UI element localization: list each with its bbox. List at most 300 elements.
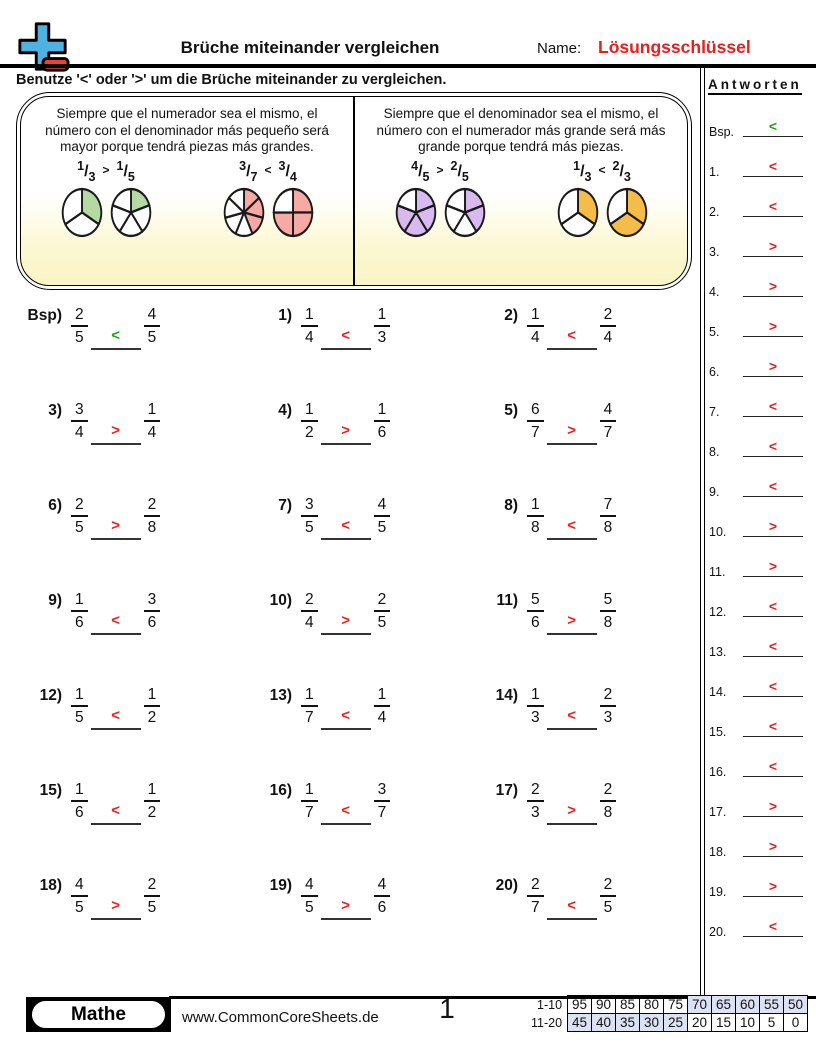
answer-line	[743, 717, 803, 737]
subject-badge	[26, 997, 171, 1032]
grade-cell: 55	[760, 996, 784, 1014]
answer-symbol: >	[768, 838, 778, 854]
comparison-operator: >	[102, 163, 110, 178]
problem-label: 12)	[39, 687, 62, 704]
answers-list	[707, 106, 814, 946]
answer-number: 16.	[709, 765, 727, 779]
answer-symbol: <	[768, 118, 778, 134]
answer-item	[707, 426, 814, 466]
answer-symbol: >	[768, 878, 778, 894]
numerator: 3	[144, 591, 161, 612]
grade-cell: 0	[784, 1014, 808, 1032]
problem-label: 4)	[278, 402, 292, 419]
fraction-left	[71, 781, 88, 821]
header-divider	[0, 64, 816, 68]
numerator: 1	[374, 686, 391, 707]
answer-blank	[91, 496, 141, 540]
problem-label: 15)	[39, 782, 62, 799]
numerator: 1	[301, 686, 318, 707]
fraction-right	[600, 401, 617, 441]
denominator: 4	[377, 709, 387, 726]
problem-item	[472, 680, 698, 775]
worked-example	[223, 159, 314, 238]
problem-item	[472, 870, 698, 965]
numerator: 5	[600, 591, 617, 612]
problem-label: 17)	[495, 782, 518, 799]
answer-blank	[91, 306, 141, 350]
numerator: 1	[71, 781, 88, 802]
fraction-left	[527, 591, 544, 631]
hint-box	[16, 92, 692, 290]
example-comparison	[223, 159, 314, 185]
answer-symbol: <	[768, 398, 778, 414]
answer-line	[743, 637, 803, 657]
numerator: 1	[301, 781, 318, 802]
fraction-left	[301, 306, 318, 346]
denominator: 3	[603, 709, 613, 726]
answer-item	[707, 386, 814, 426]
answer-line	[743, 597, 803, 617]
answer-blank	[547, 306, 597, 350]
denominator: 5	[75, 519, 84, 536]
answer-line	[743, 157, 803, 177]
answer-symbol: <	[111, 707, 120, 724]
answer-symbol: <	[341, 707, 350, 724]
answer-item	[707, 586, 814, 626]
worked-example	[61, 159, 152, 238]
comparison-operator: <	[598, 163, 606, 178]
answer-item	[707, 146, 814, 186]
answer-symbol: <	[341, 802, 350, 819]
answer-symbol: >	[768, 518, 778, 534]
problem-item	[16, 775, 246, 870]
denominator: 6	[377, 899, 387, 916]
answer-line	[743, 877, 803, 897]
problem-label: 3)	[48, 402, 62, 419]
answer-number: 14.	[709, 685, 727, 699]
numerator: 2	[527, 781, 544, 802]
fraction-left: 3/7	[239, 159, 258, 185]
grade-cell: 35	[616, 1014, 640, 1032]
answer-number: Bsp.	[709, 125, 735, 139]
denominator: 6	[377, 424, 387, 441]
fraction-right	[600, 496, 617, 536]
fraction-left	[71, 401, 88, 441]
answer-symbol: <	[768, 638, 778, 654]
fraction-left	[71, 591, 88, 631]
answer-blank	[321, 496, 371, 540]
numerator: 2	[600, 876, 617, 897]
answer-line	[743, 517, 803, 537]
numerator: 2	[600, 306, 617, 327]
answer-line	[743, 917, 803, 937]
answer-symbol: >	[341, 897, 350, 914]
answer-line	[743, 237, 803, 257]
example-comparison	[395, 159, 486, 185]
grade-cell: 25	[664, 1014, 688, 1032]
answer-symbol: <	[111, 327, 120, 344]
answer-blank	[91, 401, 141, 445]
numerator: 3	[71, 401, 88, 422]
fraction-right	[144, 591, 161, 631]
fraction-right	[600, 686, 617, 726]
answer-blank	[547, 781, 597, 825]
problem-label: 11)	[496, 592, 518, 609]
answer-blank	[91, 781, 141, 825]
answer-item	[707, 106, 814, 146]
problem-item	[246, 300, 472, 395]
problem-item	[246, 395, 472, 490]
fraction-right: 2/5	[450, 159, 469, 185]
answer-item	[707, 466, 814, 506]
fraction-right	[144, 876, 161, 916]
answer-line	[743, 797, 803, 817]
problem-item	[472, 775, 698, 870]
problem-item	[246, 680, 472, 775]
problem-item	[472, 490, 698, 585]
pie-pair	[557, 187, 648, 238]
fraction-pie	[223, 187, 265, 238]
answer-number: 10.	[709, 525, 727, 539]
denominator: 4	[147, 424, 157, 441]
problem-item	[246, 585, 472, 680]
problem-label: 20)	[495, 877, 518, 894]
fraction-pie	[444, 187, 486, 238]
answer-symbol: >	[111, 897, 120, 914]
answer-number: 6.	[709, 365, 720, 379]
fraction-right	[374, 686, 391, 726]
denominator: 5	[147, 329, 157, 346]
answer-symbol: >	[768, 558, 778, 574]
fraction-left: 1/3	[77, 159, 96, 185]
grade-cell: 95	[568, 996, 592, 1014]
hint-left-half	[21, 97, 355, 285]
fraction-left	[71, 496, 88, 536]
example-comparison	[61, 159, 152, 185]
answer-blank	[91, 876, 141, 920]
fraction-left	[301, 591, 318, 631]
answer-symbol: <	[768, 718, 778, 734]
denominator: 6	[147, 614, 157, 631]
fraction-right	[374, 781, 391, 821]
fraction-right: 3/4	[278, 159, 297, 185]
grade-cell: 90	[592, 996, 616, 1014]
answer-item	[707, 786, 814, 826]
answer-line	[743, 837, 803, 857]
answer-blank	[547, 591, 597, 635]
fraction-left	[301, 401, 318, 441]
fraction-pie	[272, 187, 314, 238]
problem-label: Bsp)	[27, 307, 62, 324]
numerator: 2	[600, 686, 617, 707]
answer-symbol: <	[768, 478, 778, 494]
pie-pair	[395, 187, 486, 238]
numerator: 1	[527, 496, 544, 517]
answer-line	[743, 477, 803, 497]
fraction-left	[301, 686, 318, 726]
problem-item	[16, 680, 246, 775]
fraction-pie	[557, 187, 599, 238]
problem-item	[472, 300, 698, 395]
answer-symbol: >	[768, 238, 778, 254]
fraction-left	[71, 306, 88, 346]
denominator: 8	[603, 804, 613, 821]
numerator: 2	[600, 781, 617, 802]
answer-line	[743, 197, 803, 217]
answer-blank	[321, 401, 371, 445]
numerator: 2	[527, 876, 544, 897]
denominator: 5	[75, 899, 84, 916]
numerator: 4	[600, 401, 617, 422]
answer-number: 1.	[709, 165, 720, 179]
numerator: 1	[301, 401, 318, 422]
fraction-right	[144, 496, 161, 536]
problem-label: 13)	[269, 687, 292, 704]
answer-symbol: <	[111, 612, 120, 629]
problem-item	[246, 775, 472, 870]
denominator: 7	[531, 424, 540, 441]
denominator: 4	[305, 614, 314, 631]
denominator: 4	[75, 424, 84, 441]
answer-item	[707, 546, 814, 586]
hint-right-text: Siempre que el denominador sea el mismo, el número con el numerador más grande será más grande porque tendrá más piezas.	[376, 106, 666, 155]
answer-number: 9.	[709, 485, 720, 499]
worked-example	[395, 159, 486, 238]
answer-symbol: <	[567, 327, 576, 344]
grade-cell: 70	[688, 996, 712, 1014]
answer-item	[707, 706, 814, 746]
fraction-right	[600, 306, 617, 346]
fraction-right	[600, 876, 617, 916]
grade-cell: 80	[640, 996, 664, 1014]
answer-number: 15.	[709, 725, 727, 739]
answer-line	[743, 397, 803, 417]
problem-label: 18)	[39, 877, 62, 894]
grading-table	[530, 995, 808, 1032]
page-number: 1	[439, 993, 455, 1024]
numerator: 4	[144, 306, 161, 327]
examples-right	[359, 159, 683, 238]
answer-blank	[547, 876, 597, 920]
subject-label: Mathe	[32, 1001, 165, 1028]
fraction-right	[144, 401, 161, 441]
example-comparison	[557, 159, 648, 185]
answer-item	[707, 186, 814, 226]
answer-blank	[91, 591, 141, 635]
problem-label: 7)	[278, 497, 292, 514]
answer-number: 20.	[709, 925, 727, 939]
problem-label: 6)	[48, 497, 62, 514]
numerator: 1	[144, 401, 161, 422]
denominator: 2	[147, 709, 157, 726]
answer-symbol: <	[768, 678, 778, 694]
fraction-left	[301, 781, 318, 821]
fraction-right	[374, 496, 391, 536]
answer-number: 12.	[709, 605, 727, 619]
fraction-right	[374, 591, 391, 631]
answer-blank	[321, 876, 371, 920]
fraction-pie	[606, 187, 648, 238]
fraction-pie	[110, 187, 152, 238]
problem-label: 14)	[495, 687, 518, 704]
grade-cell: 50	[784, 996, 808, 1014]
fraction-pie	[61, 187, 103, 238]
fraction-right	[144, 781, 161, 821]
answer-item	[707, 346, 814, 386]
grade-cell: 65	[712, 996, 736, 1014]
answer-number: 3.	[709, 245, 720, 259]
numerator: 6	[527, 401, 544, 422]
denominator: 7	[305, 709, 314, 726]
answer-symbol: >	[567, 612, 576, 629]
name-label: Name:	[537, 40, 582, 57]
fraction-left: 1/3	[573, 159, 592, 185]
denominator: 5	[75, 329, 84, 346]
answer-item	[707, 306, 814, 346]
grading-row1-label: 1-10	[537, 997, 563, 1012]
examples-left	[25, 159, 349, 238]
answers-sidebar	[700, 68, 816, 995]
answer-blank	[91, 686, 141, 730]
problem-item	[246, 490, 472, 585]
problem-item	[16, 300, 246, 395]
answer-symbol: <	[567, 517, 576, 534]
answer-symbol: <	[768, 438, 778, 454]
answer-symbol: >	[768, 358, 778, 374]
answer-line	[743, 357, 803, 377]
denominator: 7	[305, 804, 314, 821]
answer-number: 8.	[709, 445, 720, 459]
answer-number: 5.	[709, 325, 720, 339]
denominator: 3	[377, 329, 387, 346]
answer-blank	[321, 781, 371, 825]
fraction-left	[527, 496, 544, 536]
answer-line	[743, 437, 803, 457]
answer-blank	[547, 496, 597, 540]
answer-symbol: >	[768, 798, 778, 814]
denominator: 5	[377, 614, 387, 631]
numerator: 2	[374, 591, 391, 612]
denominator: 7	[603, 424, 613, 441]
answer-symbol: >	[768, 278, 778, 294]
numerator: 4	[301, 876, 318, 897]
answer-line	[743, 317, 803, 337]
numerator: 1	[527, 686, 544, 707]
problem-label: 19)	[269, 877, 292, 894]
answer-symbol: >	[341, 422, 350, 439]
hint-right-half	[355, 97, 687, 285]
denominator: 4	[305, 329, 314, 346]
fraction-right	[374, 306, 391, 346]
grade-cell: 20	[688, 1014, 712, 1032]
denominator: 5	[603, 899, 613, 916]
numerator: 4	[374, 496, 391, 517]
grade-cell: 75	[664, 996, 688, 1014]
numerator: 1	[374, 401, 391, 422]
answer-line	[743, 757, 803, 777]
denominator: 3	[531, 709, 540, 726]
problem-item	[16, 490, 246, 585]
numerator: 1	[71, 591, 88, 612]
denominator: 5	[377, 519, 387, 536]
answer-symbol: <	[567, 707, 576, 724]
denominator: 8	[603, 614, 613, 631]
answer-symbol: <	[567, 897, 576, 914]
denominator: 8	[531, 519, 540, 536]
answer-number: 7.	[709, 405, 720, 419]
numerator: 1	[144, 686, 161, 707]
fraction-left	[71, 876, 88, 916]
answer-item	[707, 226, 814, 266]
problem-item	[472, 585, 698, 680]
fraction-left	[527, 306, 544, 346]
numerator: 1	[527, 306, 544, 327]
comparison-operator: <	[264, 163, 272, 178]
answer-number: 17.	[709, 805, 727, 819]
denominator: 6	[75, 614, 84, 631]
grade-cell: 60	[736, 996, 760, 1014]
fraction-left: 4/5	[411, 159, 430, 185]
grade-cell: 40	[592, 1014, 616, 1032]
answer-symbol: >	[567, 422, 576, 439]
problem-label: 1)	[278, 307, 292, 324]
answer-symbol: >	[567, 802, 576, 819]
answer-symbol: >	[341, 612, 350, 629]
problem-label: 10)	[269, 592, 292, 609]
denominator: 7	[377, 804, 387, 821]
answer-symbol: <	[768, 758, 778, 774]
answer-number: 13.	[709, 645, 727, 659]
answer-key-label: Lösungsschlüssel	[598, 37, 751, 57]
fraction-right	[600, 781, 617, 821]
numerator: 2	[71, 496, 88, 517]
fraction-right	[374, 876, 391, 916]
problem-item	[16, 585, 246, 680]
answer-symbol: <	[768, 918, 778, 934]
problem-item	[16, 395, 246, 490]
denominator: 6	[75, 804, 84, 821]
answers-title: Antworten	[708, 77, 802, 95]
answer-item	[707, 826, 814, 866]
denominator: 4	[603, 329, 613, 346]
fraction-right: 2/3	[612, 159, 631, 185]
fraction-right	[144, 306, 161, 346]
denominator: 5	[75, 709, 84, 726]
problem-label: 16)	[269, 782, 292, 799]
pie-pair	[61, 187, 152, 238]
answer-number: 11.	[709, 565, 726, 579]
grade-cell: 45	[568, 1014, 592, 1032]
numerator: 1	[301, 306, 318, 327]
answer-symbol: >	[111, 517, 120, 534]
pie-pair	[223, 187, 314, 238]
grade-cell: 5	[760, 1014, 784, 1032]
problems-grid	[16, 300, 698, 965]
numerator: 2	[144, 876, 161, 897]
numerator: 2	[144, 496, 161, 517]
problem-item	[246, 870, 472, 965]
answer-line	[743, 277, 803, 297]
problem-item	[16, 870, 246, 965]
denominator: 6	[531, 614, 540, 631]
answer-item	[707, 906, 814, 946]
page-title: Brüche miteinander vergleichen	[180, 38, 440, 57]
denominator: 3	[531, 804, 540, 821]
answer-blank	[547, 686, 597, 730]
answer-symbol: <	[341, 327, 350, 344]
website-text: www.CommonCoreSheets.de	[182, 1009, 379, 1026]
fraction-right	[374, 401, 391, 441]
